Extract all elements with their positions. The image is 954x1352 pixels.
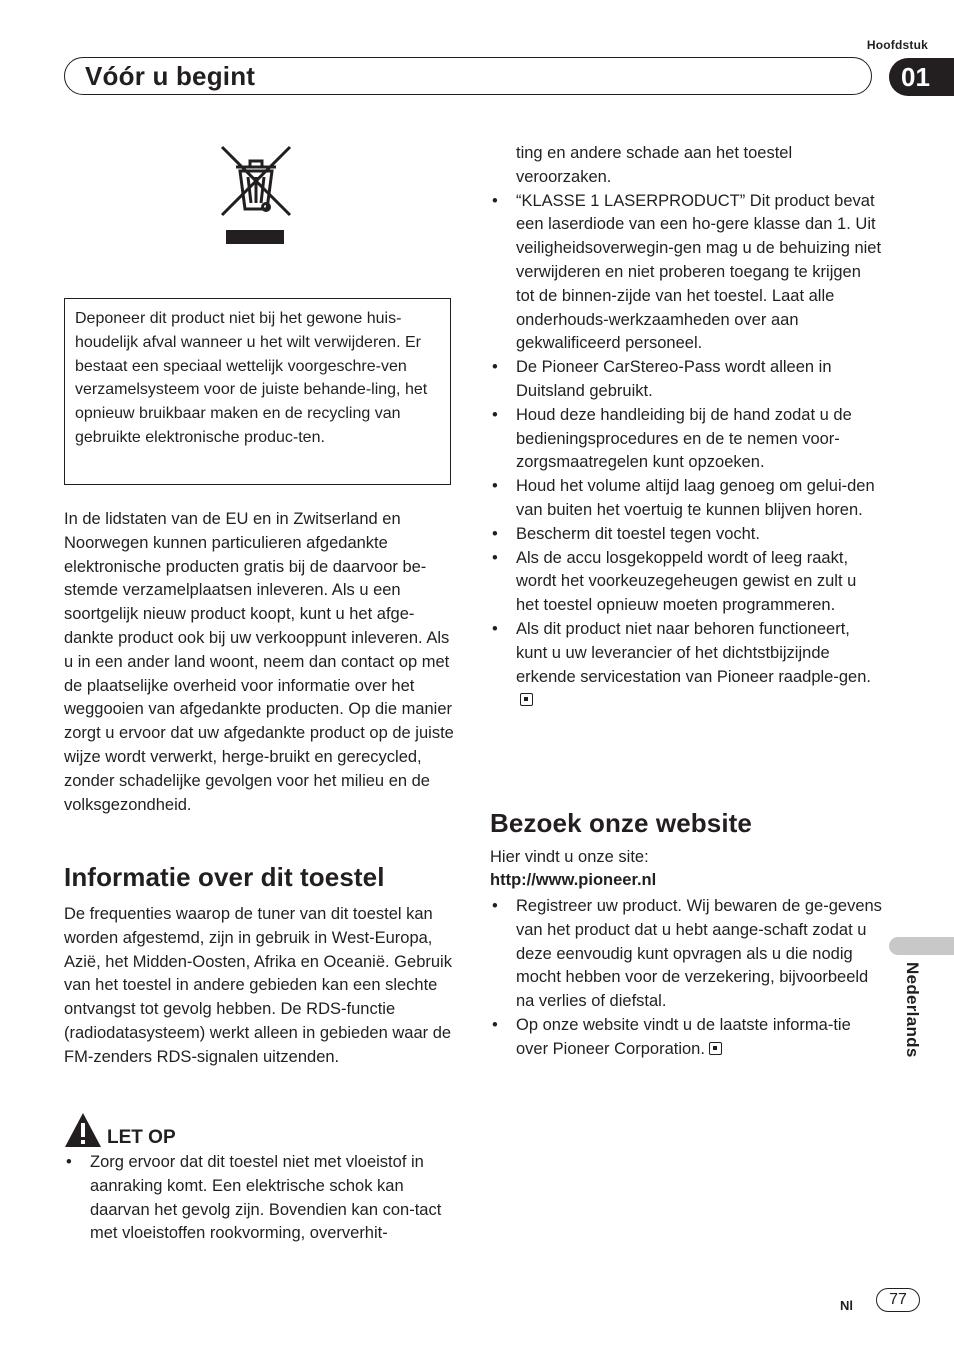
section-title: Vóór u begint	[85, 61, 256, 91]
list-item-text: Als dit product niet naar behoren functioneert, kunt u uw leverancier of het dichtstbijzijnde erkende servicestation van Pioneer raadple-gen.	[516, 619, 871, 686]
language-label: Nederlands	[903, 962, 922, 1058]
warning-icon	[64, 1112, 102, 1148]
chapter-label: Hoofdstuk	[866, 38, 928, 52]
footer-language-code: Nl	[840, 1298, 853, 1313]
weee-notice-box: Deponeer dit product niet bij het gewone huis-houdelijk afval wanneer u het wilt verwijderen. Er bestaat een speciaal wettelijk voorgeschre-ven verzamelsysteem voor de juiste behande-ling, het opnieuw bruikbaar maken en de recycling van gebruikte elektronische produc-ten.	[64, 298, 451, 485]
list-item: • Registreer uw product. Wij bewaren de ge-gevens van het product dat u hebt aange-schaft zodat u deze eenvoudig kunt opvragen als u die nodig mocht hebben voor de verzekering, bijvoorbeeld na verlies of diefstal.	[490, 895, 882, 1014]
list-item-with-end-mark	[490, 618, 882, 713]
list-item: • Zorg ervoor dat dit toestel niet met vloeistof in aanraking komt. Een elektrische schok kan daarvan het gevolg zijn. Bovendien kan con-tact met vloeistoffen rookvorming, oververhit-	[64, 1151, 456, 1246]
weee-bin-icon	[220, 145, 292, 245]
website-list	[490, 895, 882, 1062]
end-mark-icon	[520, 693, 533, 706]
language-tab	[889, 937, 954, 955]
list-item: • Houd het volume altijd laag genoeg om gelui-den van buiten het voertuig te kunnen blijven horen.	[490, 475, 882, 523]
caution-continuation: ting en andere schade aan het toestel veroorzaken.	[516, 144, 793, 186]
list-item-text: Op onze website vindt u de laatste informa-tie over Pioneer Corporation.	[516, 1015, 851, 1058]
list-item: • Als de accu losgekoppeld wordt of leeg raakt, wordt het voorkeuzegeheugen gewist en zult u het toestel opnieuw moeten programmeren.	[490, 547, 882, 618]
caution-label: LET OP	[107, 1127, 176, 1148]
weee-paragraph: In de lidstaten van de EU en in Zwitserland en Noorwegen kunnen particulieren afgedankte elektronische producten gratis bij de daarvoor be-stemde verzamelplaatsen inleveren. Als u een soortgelijk nieuw product koopt, kunt u het afge-dankte product ook bij uw verkooppunt inleveren. Als u in een ander land woont, neem dan contact op met de plaatselijke overheid voor informatie over het weggooien van afgedankte producten. Op die manier zorgt u ervoor dat uw afgedankte product op de juiste wijze wordt verwerkt, herge-bruikt en gerecycled, zonder schadelijke gevolgen voor het milieu en de volksgezondheid.	[64, 510, 454, 814]
section-header	[64, 57, 872, 95]
chapter-number-tab: 01	[889, 58, 954, 96]
list-item: • Houd deze handleiding bij de hand zodat u de bedieningsprocedures en de te nemen voor-zorgsmaatregelen kunt opzoeken.	[490, 404, 882, 475]
list-item: • De Pioneer CarStereo-Pass wordt alleen in Duitsland gebruikt.	[490, 356, 882, 404]
website-intro: Hier vindt u onze site:	[490, 848, 649, 866]
list-item: • “KLASSE 1 LASERPRODUCT” Dit product bevat een laserdiode van een ho-gere klasse dan 1. Uit veiligheidsoverwegin-gen mag u de behuizing niet verwijderen en niet proberen toegang te krijgen tot de binnen-zijde van het toestel. Laat alle onderhouds-werkzaamheden over aan gekwalificeerd personeel.	[490, 190, 882, 357]
info-heading: Informatie over dit toestel	[64, 862, 385, 892]
caution-more-list	[490, 190, 882, 714]
list-item: • Bescherm dit toestel tegen vocht.	[490, 523, 882, 547]
page-number: 77	[876, 1288, 920, 1312]
info-paragraph: De frequenties waarop de tuner van dit toestel kan worden afgestemd, zijn in gebruik in West-Europa, Azië, het Midden-Oosten, Afrika en Oceanië. Gebruik van het toestel in andere gebieden kan een slechte ontvangst tot gevolg hebben. De RDS-functie (radiodatasysteem) werkt alleen in gebieden waar de FM-zenders RDS-signalen uitzenden.	[64, 905, 452, 1066]
website-heading: Bezoek onze website	[490, 808, 752, 838]
website-url-link[interactable]: http://www.pioneer.nl	[490, 871, 657, 889]
end-mark-icon	[709, 1042, 722, 1055]
caution-list-right	[490, 142, 882, 713]
caution-list-left	[64, 1151, 456, 1246]
list-item-with-end-mark	[490, 1014, 882, 1062]
